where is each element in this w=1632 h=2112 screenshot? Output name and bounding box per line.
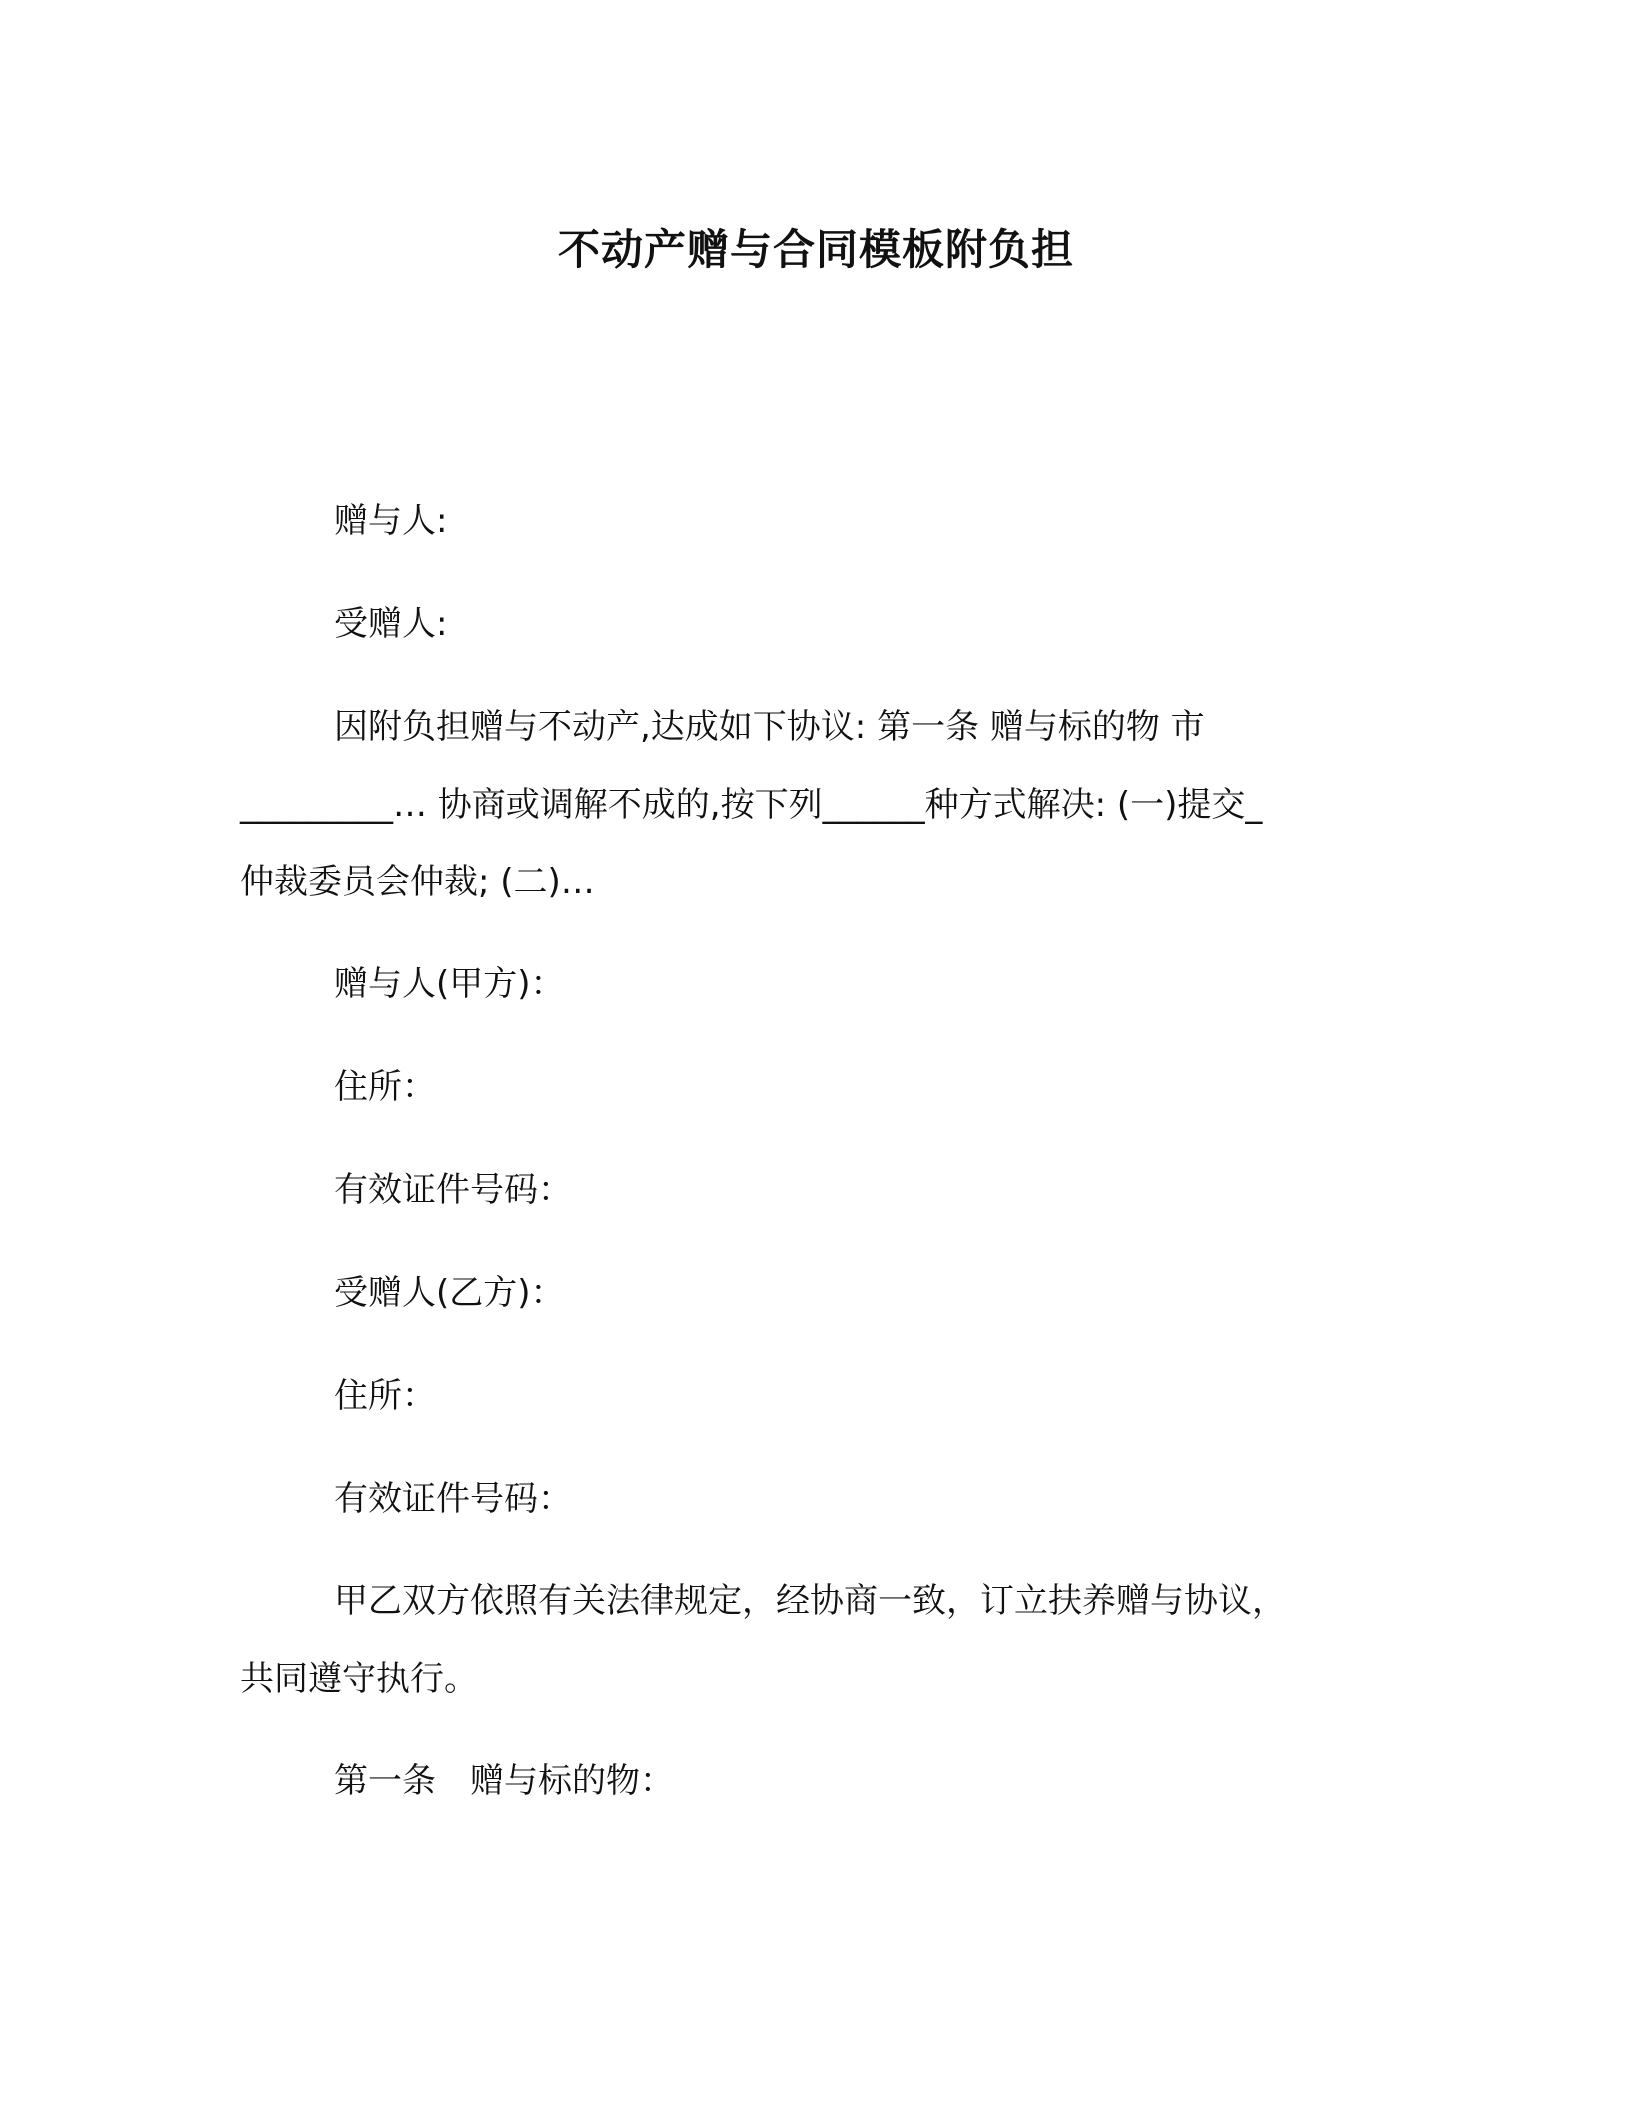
party-b-label: 受赠人(乙方)： — [334, 1273, 565, 1313]
article-one-heading: 第一条 赠与标的物： — [334, 1761, 674, 1801]
summary-paragraph-line-2: _________… 协商或调解不成的,按下列______种方式解决: (一)提交_ — [240, 785, 1263, 825]
document-title: 不动产赠与合同模板附负担 — [557, 225, 1074, 274]
party-b-id-label: 有效证件号码： — [334, 1479, 572, 1519]
party-a-label: 赠与人(甲方)： — [334, 964, 565, 1004]
party-a-id-label: 有效证件号码： — [334, 1170, 572, 1210]
donee-label: 受赠人: — [334, 604, 448, 644]
donor-label: 赠与人: — [334, 501, 448, 541]
summary-paragraph-line-1: 因附负担赠与不动产,达成如下协议: 第一条 赠与标的物 市 — [334, 707, 1205, 747]
party-b-address-label: 住所： — [334, 1376, 436, 1416]
summary-paragraph-line-3: 仲裁委员会仲裁; (二)… — [240, 862, 595, 902]
agreement-paragraph-line-2: 共同遵守执行。 — [240, 1659, 478, 1699]
party-a-address-label: 住所： — [334, 1067, 436, 1107]
agreement-paragraph-line-1: 甲乙双方依照有关法律规定，经协商一致，订立扶养赠与协议， — [334, 1581, 1286, 1621]
